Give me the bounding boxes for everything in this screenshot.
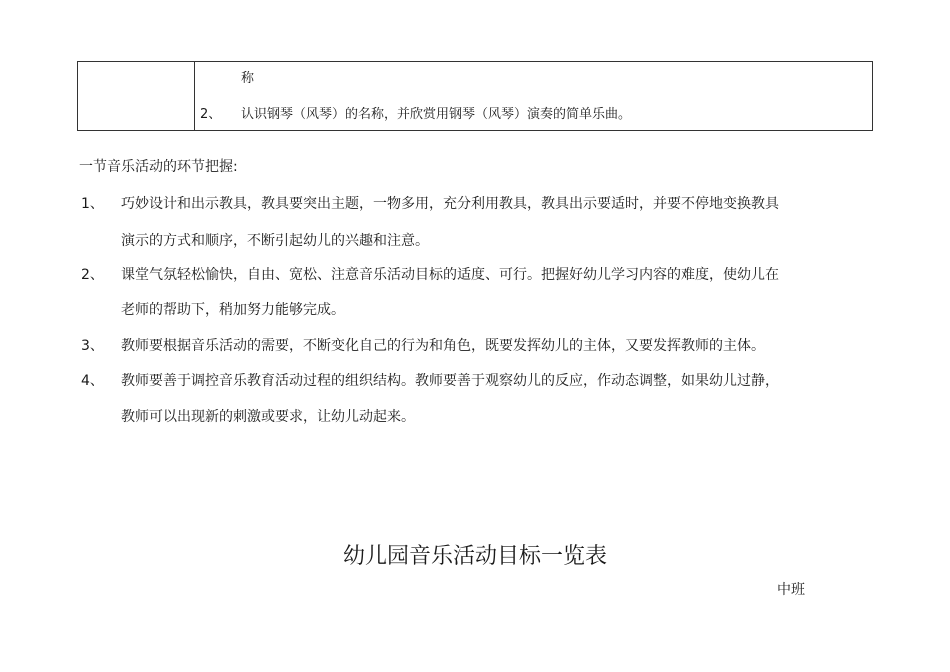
section-heading: 一节音乐活动的环节把握: xyxy=(79,159,238,175)
table-column-divider xyxy=(194,62,195,130)
list-item-number: 2、 xyxy=(81,267,104,283)
goals-table-fragment xyxy=(77,61,873,131)
list-item-line: 老师的帮助下，稍加努力能够完成。 xyxy=(121,302,345,318)
list-item-number: 4、 xyxy=(81,373,104,389)
document-title: 幼儿园音乐活动目标一览表 xyxy=(342,544,607,569)
table-row2-text: 认识钢琴（风琴）的名称，并欣赏用钢琴（风琴）演奏的简单乐曲。 xyxy=(241,107,632,122)
list-item-line: 演示的方式和顺序，不断引起幼儿的兴趣和注意。 xyxy=(121,233,429,249)
list-item-line: 教师要善于调控音乐教育活动过程的组织结构。教师要善于观察幼儿的反应，作动态调整，如果幼儿过静， xyxy=(121,373,779,389)
list-item-number: 1、 xyxy=(81,196,104,212)
list-item-line: 巧妙设计和出示教具，教具要突出主题，一物多用，充分利用教具，教具出示要适时，并要不停地变换教具 xyxy=(121,196,779,212)
list-item-line: 教师要根据音乐活动的需要，不断变化自己的行为和角色，既要发挥幼儿的主体，又要发挥教师的主体。 xyxy=(121,338,765,354)
list-item-number: 3、 xyxy=(81,338,104,354)
list-item-line: 教师可以出现新的刺激或要求，让幼儿动起来。 xyxy=(121,409,415,425)
list-item-line: 课堂气氛轻松愉快，自由、宽松、注意音乐活动目标的适度、可行。把握好幼儿学习内容的难度，使幼儿在 xyxy=(121,267,779,283)
class-label: 中班 xyxy=(777,582,805,598)
table-row1-text: 称 xyxy=(241,71,255,86)
table-row2-number: 2、 xyxy=(200,107,222,122)
